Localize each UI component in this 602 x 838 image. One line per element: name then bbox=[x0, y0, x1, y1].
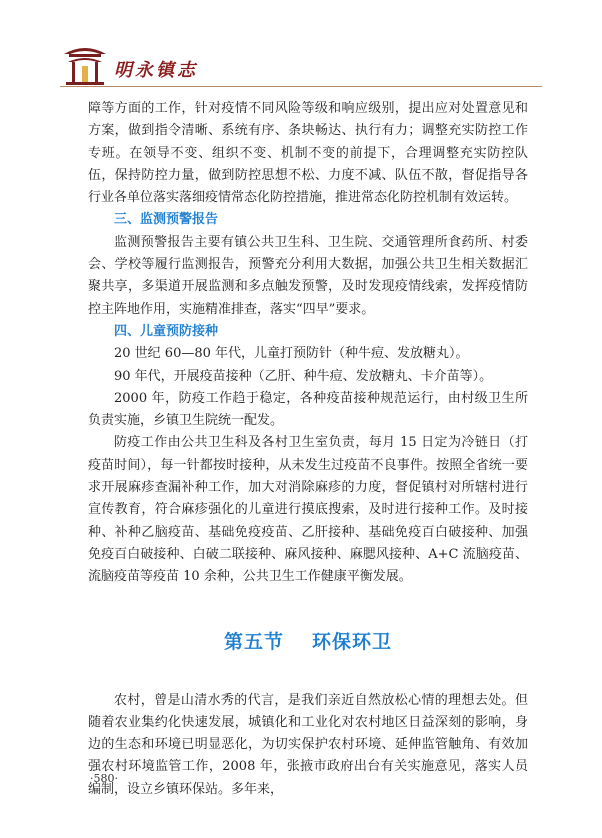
section-title bbox=[88, 627, 528, 654]
section-name: 环保环卫 bbox=[312, 630, 393, 653]
subsection-heading: 四、儿童预防接种 bbox=[114, 323, 219, 339]
page-number: ·580· bbox=[90, 772, 118, 785]
paragraph: 20 世纪 60—80 年代，儿童打预防针（种牛痘、发放糖丸）。 bbox=[114, 346, 469, 362]
subsection-heading: 三、监测预警报告 bbox=[114, 212, 219, 228]
paragraph: 2000 年，防疫工作趋于稳定，各种疫苗接种规范运行，由村级卫生所负责实施，乡镇卫生院统一配发。 bbox=[88, 390, 528, 429]
pavilion-logo-icon bbox=[60, 40, 110, 88]
document-body bbox=[88, 98, 528, 801]
header-rule bbox=[60, 86, 542, 87]
paragraph: 防疫工作由公共卫生科及各村卫生室负责，每月 15 日定为冷链日（打疫苗时间），每一针都按时接种，从未发生过疫苗不良事件。按照全省统一要求开展麻疹查漏补种工作，加大对消除麻疹的力度，督促镇村对所辖村进行宣传教育，符合麻疹强化的儿童进行摸底搜索，及时进行接种工作。及时接种、补种乙脑疫苗、基础免疫疫苗、乙肝接种、基础免疫百白破接种、加强免疫百白破接种、白破二联接种、麻风接种、麻腮风接种、A+C 流脑疫苗、流脑疫苗等疫苗 10 余种，公共卫生工作健康平衡发展。 bbox=[88, 435, 528, 585]
header-logo-text: 明永镇志 bbox=[114, 60, 198, 81]
section-number: 第五节 bbox=[223, 630, 284, 653]
page-header bbox=[60, 40, 220, 90]
paragraph: 农村，曾是山清水秀的代言，是我们亲近自然放松心情的理想去处。但随着农业集约化快速发展，城镇化和工业化对农村地区日益深刻的影响，身边的生态和环境已明显恶化，为切实保护农村环境、延伸监管触角、有效加强农村环境监管工作，2008 年，张掖市政府出台有关实施意见，落实人员编制，设立乡镇环保站。多年来， bbox=[88, 692, 528, 797]
paragraph: 监测预警报告主要有镇公共卫生科、卫生院、交通管理所食药所、村委会、学校等履行监测报告，预警充分利用大数据，加强公共卫生相关数据汇聚共享，多渠道开展监测和多点触发预警，及时发现疫情线索，发挥疫情防控主阵地作用，实施精准排查，落实“四早”要求。 bbox=[88, 234, 528, 317]
paragraph: 障等方面的工作，针对疫情不同风险等级和响应级别，提出应对处置意见和方案，做到指令清晰、系统有序、条块畅达、执行有力；调整充实防控工作专班。在领导不变、组织不变、机制不变的前提下，合理调整充实防控队伍，保持防控力量，做到防控思想不松、力度不减、队伍不散，督促指导各行业各单位落实落细疫情常态化防控措施，推进常态化防控机制有效运转。 bbox=[88, 101, 528, 206]
paragraph: 90 年代，开展疫苗接种（乙肝、种牛痘、发放糖丸、卡介苗等）。 bbox=[114, 368, 493, 384]
